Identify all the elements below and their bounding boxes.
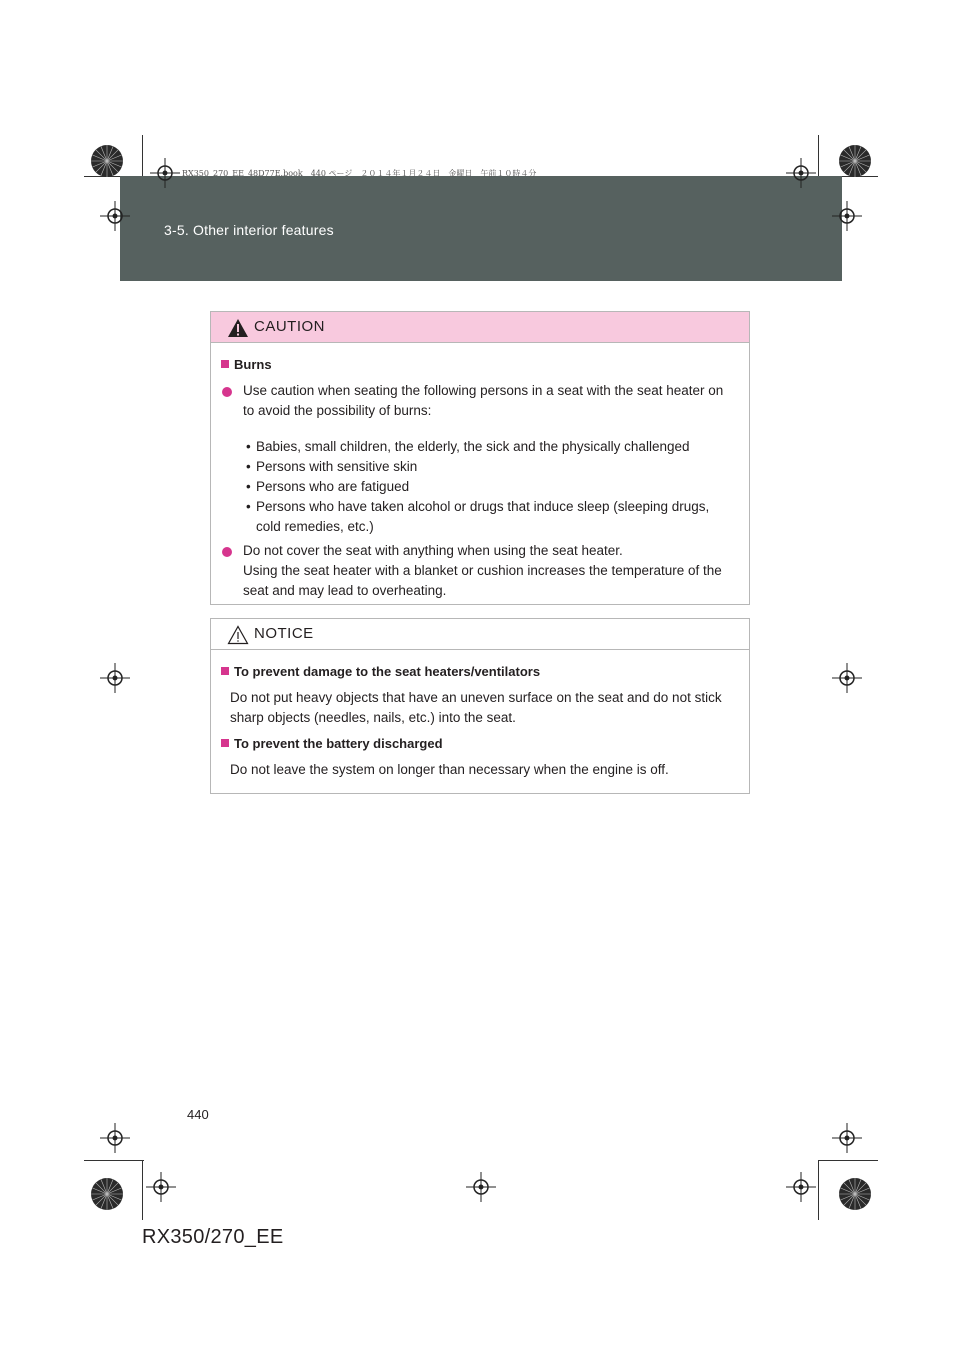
crop-line [84,1160,144,1161]
caution-bullet-1: • Babies, small children, the elderly, the sick and the physically challenged [246,439,690,454]
warning-triangle-icon [227,318,249,338]
registration-mark-icon [832,201,862,231]
caution-item-2-line-3: seat and may lead to overheating. [243,583,447,598]
registration-mark-icon [150,158,180,188]
square-bullet-icon [221,360,229,368]
page-number: 440 [187,1107,209,1122]
rosette-mark-icon [838,1177,872,1211]
caution-bullet-4-line-2: cold remedies, etc.) [256,519,374,534]
caution-header [211,312,749,343]
notice-text-1-line-1: Do not put heavy objects that have an uneven surface on the seat and do not stick [230,690,722,705]
section-header-band [120,176,842,281]
crop-line [818,1160,878,1161]
registration-mark-icon [146,1172,176,1202]
rosette-mark-icon [838,144,872,178]
rosette-mark-icon [90,144,124,178]
caution-bullet-4: • Persons who have taken alcohol or drugs that induce sleep (sleeping drugs, [246,499,710,514]
notice-header [211,619,749,650]
caution-heading [221,357,272,372]
registration-mark-icon [100,201,130,231]
caution-label: CAUTION [254,318,325,335]
caution-box [210,311,750,605]
registration-mark-icon [100,663,130,693]
notice-heading-2-text: To prevent the battery discharged [234,736,443,751]
caution-item-2 [243,541,745,601]
caution-item-1-line-1: Use caution when seating the following persons in a seat with the seat heater on [243,383,724,398]
caution-item-1-line-2: to avoid the possibility of burns: [243,403,432,418]
caution-bullet-2: • Persons with sensitive skin [246,459,418,474]
notice-text-1-line-2: sharp objects (needles, nails, etc.) into the seat. [230,710,516,725]
square-bullet-icon [221,739,229,747]
caution-heading-text: Burns [234,357,272,372]
registration-mark-icon [466,1172,496,1202]
caution-bullet-3: • Persons who are fatigued [246,479,410,494]
round-bullet-icon [222,387,232,397]
registration-mark-icon [786,158,816,188]
notice-text-1 [230,688,745,728]
crop-line [818,1160,819,1220]
notice-heading-2 [221,736,443,751]
print-info-line: RX350_270_EE_48D77E.book 440 ページ ２０１４年１月２４日 金曜日 午前１０時４分 [182,169,537,178]
warning-triangle-icon [227,625,249,645]
registration-mark-icon [832,663,862,693]
registration-mark-icon [100,1123,130,1153]
registration-mark-icon [832,1123,862,1153]
model-name: RX350/270_EE [142,1226,284,1248]
crop-line [142,1160,143,1220]
caution-item-1 [243,381,745,421]
notice-box [210,618,750,794]
square-bullet-icon [221,667,229,675]
notice-text-2: Do not leave the system on longer than necessary when the engine is off. [230,762,669,777]
section-title: 3-5. Other interior features [164,222,334,238]
rosette-mark-icon [90,1177,124,1211]
caution-item-2-line-2: Using the seat heater with a blanket or cushion increases the temperature of the [243,563,722,578]
registration-mark-icon [786,1172,816,1202]
notice-heading-1 [221,664,540,679]
round-bullet-icon [222,547,232,557]
notice-label: NOTICE [254,625,314,642]
caution-item-2-line-1: Do not cover the seat with anything when using the seat heater. [243,543,623,558]
notice-heading-1-text: To prevent damage to the seat heaters/ventilators [234,664,541,679]
